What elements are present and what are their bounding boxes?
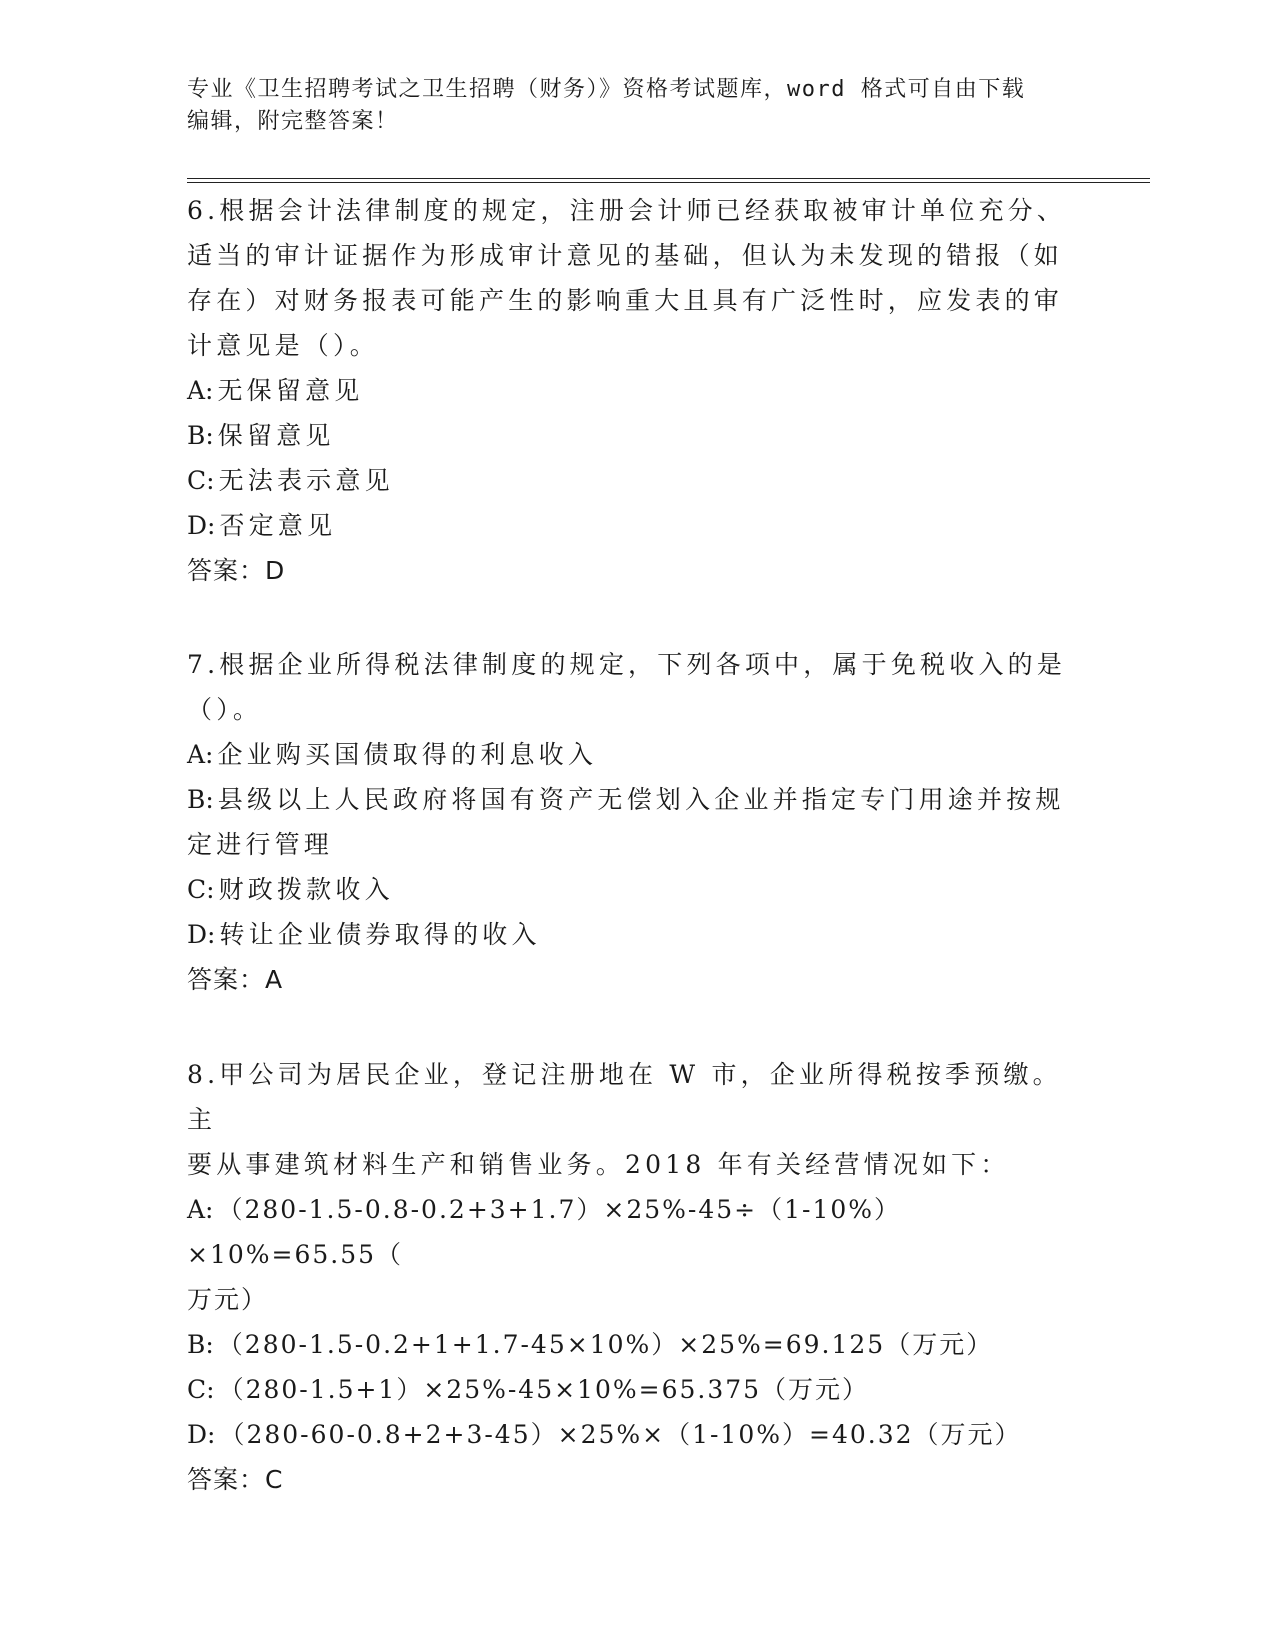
answer-line: 答案：C [187, 1465, 284, 1494]
option-key: B: [187, 421, 214, 450]
question-stem [187, 188, 1067, 368]
option-key: D: [187, 1420, 216, 1449]
option-text: （280-1.5-0.2+1+1.7-45×10%）×25%=69.125（万元） [217, 1330, 994, 1359]
option-c [187, 1367, 1067, 1412]
stem-line: 8.甲公司为居民企业，登记注册地在 W 市，企业所得税按季预缴。主 [187, 1060, 1062, 1134]
question-stem [187, 1052, 1067, 1187]
option-a [187, 368, 1067, 413]
option-a [187, 1187, 1067, 1322]
option-key: A: [187, 1195, 214, 1224]
option-text: 无保留意见 [217, 376, 364, 405]
option-key: B: [187, 1330, 214, 1359]
option-text-continued: 定进行管理 [187, 830, 334, 859]
option-key: B: [187, 785, 214, 814]
option-text: 无法表示意见 [218, 466, 394, 495]
option-b [187, 413, 1067, 458]
option-text: 县级以上人民政府将国有资产无偿划入企业并指定专门用途并按规 [217, 785, 1065, 814]
stem-line: 存在）对财务报表可能产生的影响重大且具有广泛性时，应发表的审 [187, 286, 1064, 315]
option-key: D: [187, 920, 216, 949]
header-divider-top [187, 178, 1150, 179]
option-text: 否定意见 [219, 511, 337, 540]
option-a [187, 732, 1067, 777]
option-text: 财政拨款收入 [218, 875, 394, 904]
option-b [187, 1322, 1067, 1367]
header-line-2: 编辑，附完整答案！ [187, 109, 399, 134]
option-d [187, 912, 1067, 957]
question-stem [187, 642, 1067, 732]
option-text: 转让企业债券取得的收入 [219, 920, 541, 949]
option-key: A: [187, 376, 214, 405]
answer-line: 答案：D [187, 556, 286, 585]
option-d [187, 503, 1067, 548]
stem-line: 计意见是（）。 [187, 331, 379, 360]
document-header [187, 74, 1067, 138]
stem-line: 6.根据会计法律制度的规定，注册会计师已经获取被审计单位充分、 [187, 196, 1067, 225]
question-7 [187, 642, 1067, 1002]
option-d [187, 1412, 1067, 1457]
option-c [187, 458, 1067, 503]
option-text: 企业购买国债取得的利息收入 [217, 740, 598, 769]
stem-line: 7.根据企业所得税法律制度的规定，下列各项中，属于免税收入的是 [187, 650, 1067, 679]
question-8 [187, 1052, 1067, 1502]
option-text: （280-1.5-0.8-0.2+3+1.7）×25%-45÷（1-10%）×10%=65.55（ [187, 1195, 902, 1269]
option-key: C: [187, 1375, 215, 1404]
option-key: C: [187, 875, 215, 904]
option-text: （280-1.5+1）×25%-45×10%=65.375（万元） [218, 1375, 870, 1404]
question-6 [187, 188, 1067, 593]
option-b [187, 777, 1067, 867]
option-text-continued: 万元） [187, 1285, 269, 1314]
option-key: D: [187, 511, 216, 540]
header-divider-bottom [187, 182, 1150, 183]
option-text: （280-60-0.8+2+3-45）×25%×（1-10%）=40.32（万元） [219, 1420, 1022, 1449]
option-key: A: [187, 740, 214, 769]
option-text: 保留意见 [217, 421, 335, 450]
answer-line: 答案：A [187, 965, 284, 994]
stem-line: （）。 [187, 695, 263, 724]
stem-line: 要从事建筑材料生产和销售业务。2018 年有关经营情况如下： [187, 1150, 1010, 1179]
header-line-1: 专业《卫生招聘考试之卫生招聘（财务）》资格考试题库，word 格式可自由下载 [187, 77, 1026, 102]
option-c [187, 867, 1067, 912]
option-key: C: [187, 466, 215, 495]
stem-line: 适当的审计证据作为形成审计意见的基础，但认为未发现的错报（如 [187, 241, 1064, 270]
